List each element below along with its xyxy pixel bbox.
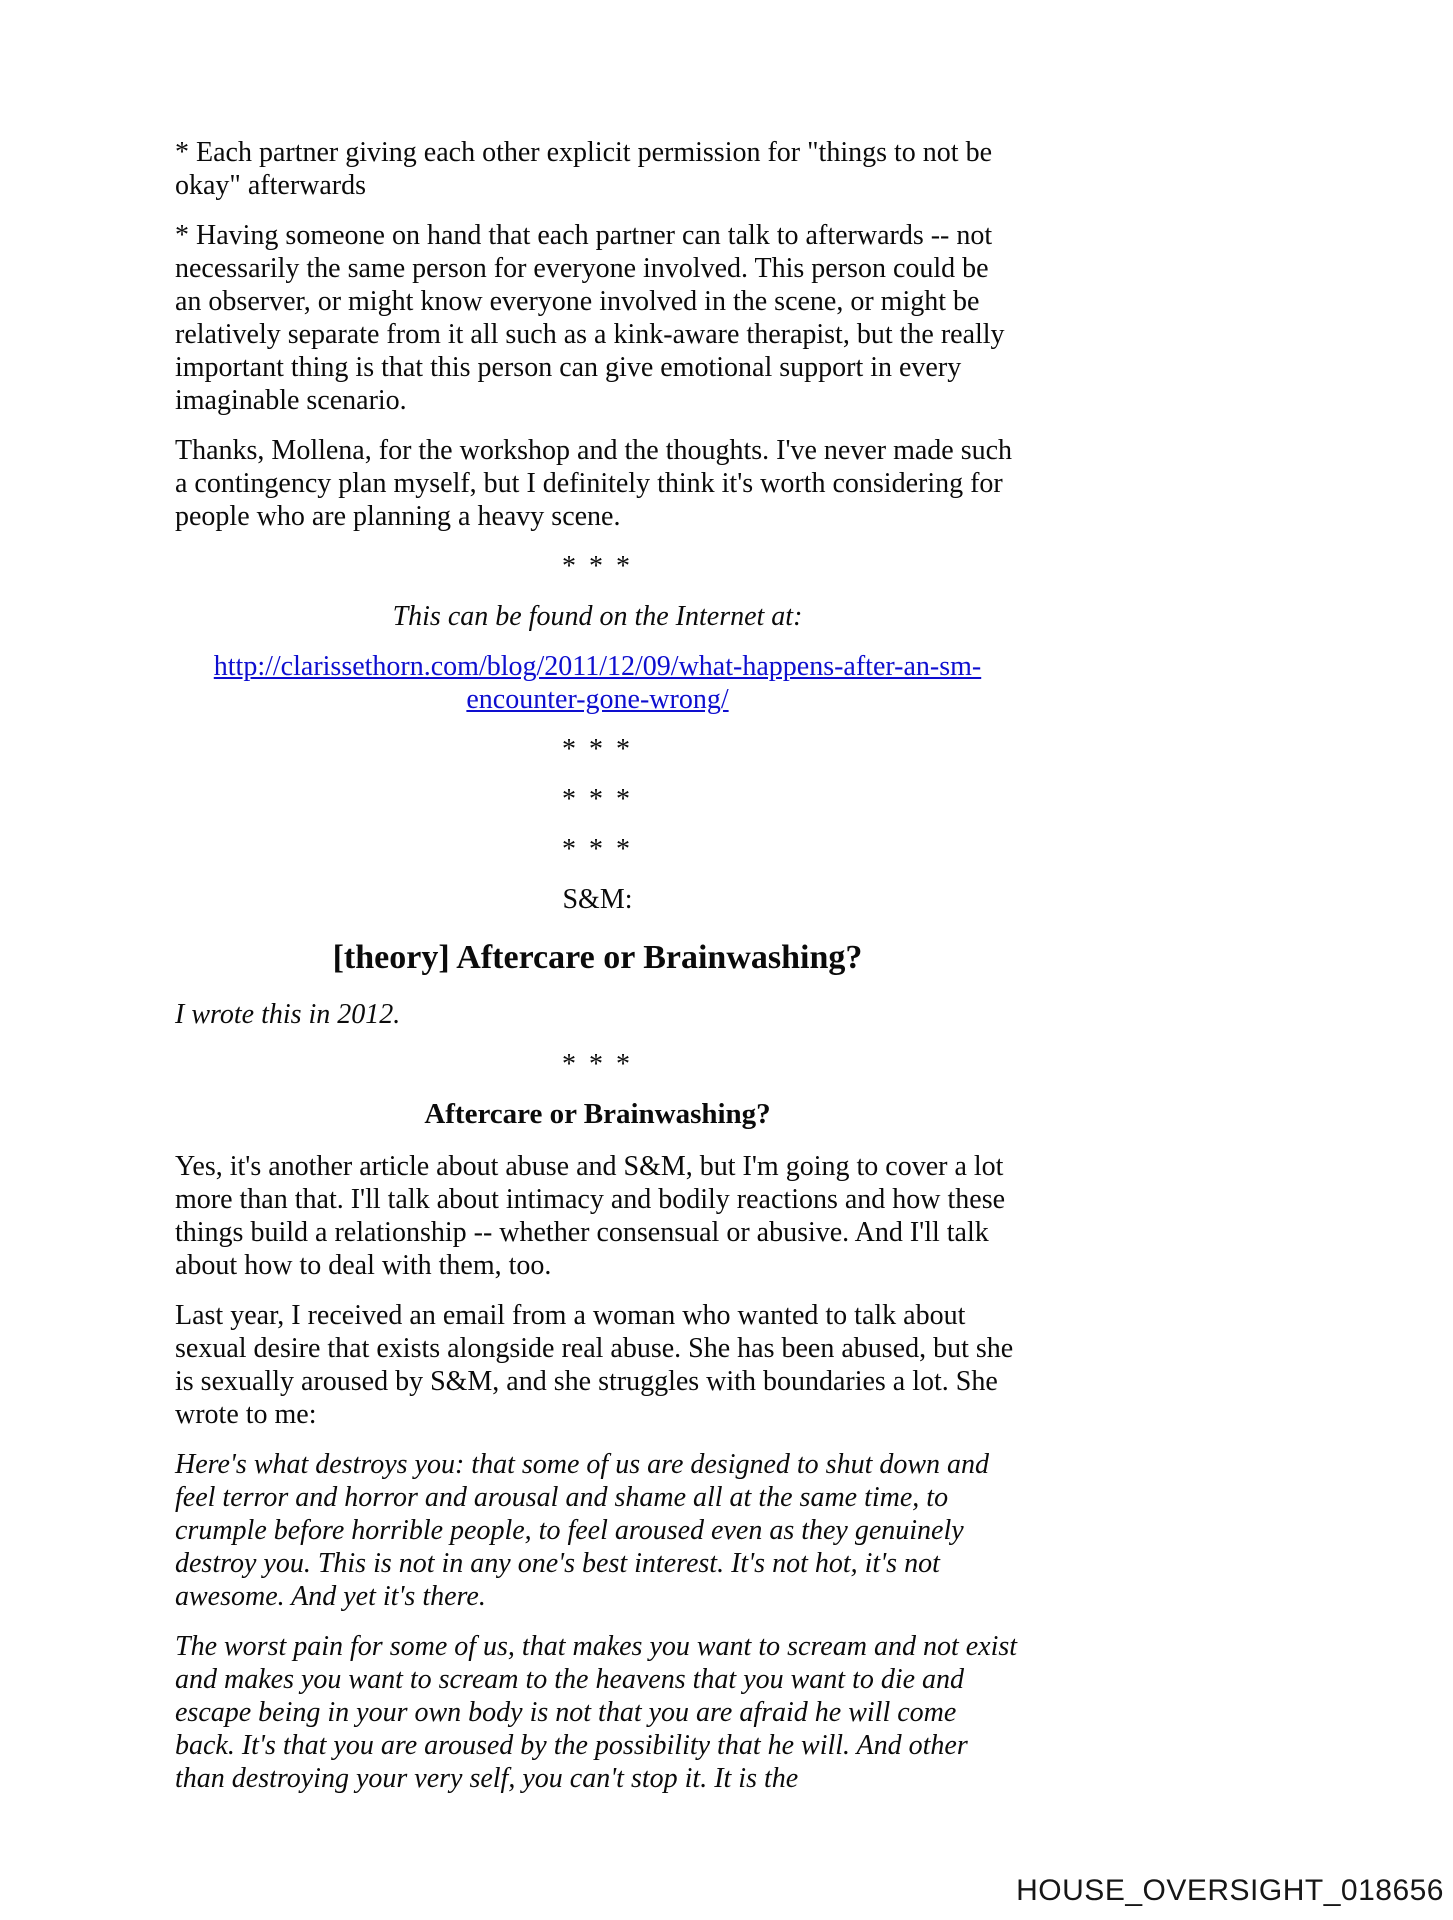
section-separator: * * * <box>562 551 633 582</box>
bullet-item-1: * Each partner giving each other explicit permission for "things to not be okay" afterwards <box>175 137 992 201</box>
thanks-paragraph: Thanks, Mollena, for the workshop and the thoughts. I've never made such a contingency plan myself, but I definitely think it's worth considering for people who are planning a heavy scene. <box>175 435 1013 532</box>
intro-paragraph: Yes, it's another article about abuse and S&M, but I'm going to cover a lot more than that. I'll talk about intimacy and bodily reactions and how these things build a relationship -- whether consensual or abusive. And I'll talk about how to deal with them, too. <box>175 1151 1006 1281</box>
quote-paragraph-1: Here's what destroys you: that some of us are designed to shut down and feel terror and horror and arousal and shame all at the same time, to crumple before horrible people, to feel aroused even as they genuinely destroy you. This is not in any one's best interest. It's not hot, it's not awesome. And yet it's there. <box>175 1449 990 1612</box>
section-label: S&M: <box>562 884 633 915</box>
bates-stamp: HOUSE_OVERSIGHT_018656 <box>1016 1874 1444 1907</box>
written-note: I wrote this in 2012. <box>175 999 401 1030</box>
section-separator: * * * <box>562 834 633 865</box>
section-separator: * * * <box>562 734 633 765</box>
section-separator: * * * <box>562 1049 633 1080</box>
text-column <box>175 136 1020 1812</box>
email-context-paragraph: Last year, I received an email from a woman who wanted to talk about sexual desire that exists alongside real abuse. She has been abused, but she is sexually aroused by S&M, and she struggles with boundaries a lot. She wrote to me: <box>175 1300 1014 1430</box>
bullet-item-2: * Having someone on hand that each partner can talk to afterwards -- not necessarily the same person for everyone involved. This person could be an observer, or might know everyone involved in the scene, or might be relatively separate from it all such as a kink-aware therapist, but the really important thing is that this person can give emotional support in every imaginable scenario. <box>175 220 1005 416</box>
chapter-title: [theory] Aftercare or Brainwashing? <box>332 939 863 976</box>
quote-paragraph-2: The worst pain for some of us, that makes you want to scream and not exist and makes you want to scream to the heavens that you want to die and escape being in your own body is not that you are afraid he will come back. It's that you are aroused by the possibility that he will. And other than destroying your very self, you can't stop it. It is the <box>175 1631 1018 1794</box>
source-note: This can be found on the Internet at: <box>392 601 803 632</box>
article-heading: Aftercare or Brainwashing? <box>424 1098 771 1130</box>
source-url-link[interactable]: http://clarissethorn.com/blog/2011/12/09/what-happens-after-an-sm-encounter-gone-wrong/ <box>213 651 982 715</box>
source-url-line <box>175 650 1020 716</box>
section-separator: * * * <box>562 784 633 815</box>
